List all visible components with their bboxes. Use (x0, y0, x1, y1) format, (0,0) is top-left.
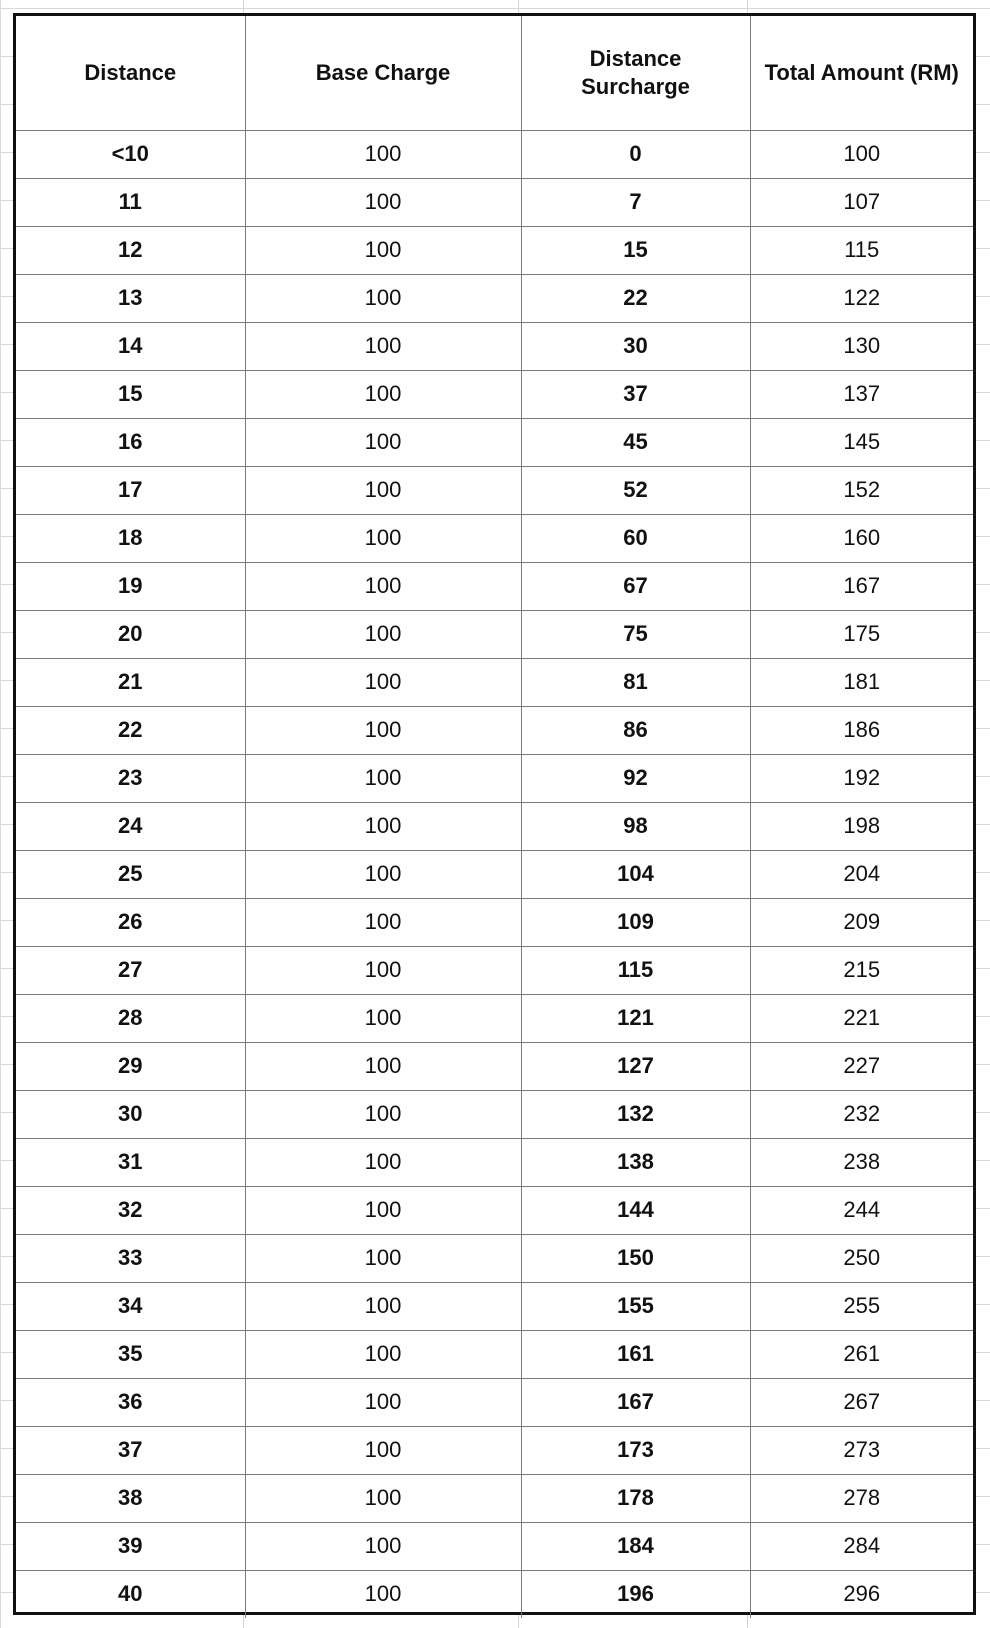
table-row (16, 1042, 973, 1090)
cell-distance-surcharge: 196 (521, 1570, 750, 1618)
cell-total-amount: 215 (750, 946, 973, 994)
cell-distance: 26 (16, 898, 245, 946)
cell-distance-surcharge: 104 (521, 850, 750, 898)
cell-total-amount: 267 (750, 1378, 973, 1426)
cell-base-charge: 100 (245, 322, 521, 370)
cell-total-amount: 232 (750, 1090, 973, 1138)
cell-base-charge: 100 (245, 610, 521, 658)
table-row (16, 1282, 973, 1330)
table-row (16, 226, 973, 274)
cell-distance-surcharge: 132 (521, 1090, 750, 1138)
table-row (16, 1186, 973, 1234)
cell-distance: 29 (16, 1042, 245, 1090)
cell-total-amount: 152 (750, 466, 973, 514)
header-distance-surcharge-line1: Distance (589, 45, 682, 71)
table-row (16, 1522, 973, 1570)
cell-distance: 20 (16, 610, 245, 658)
cell-base-charge: 100 (245, 226, 521, 274)
table-row (16, 514, 973, 562)
pricing-table-container (13, 13, 976, 1615)
cell-total-amount: 167 (750, 562, 973, 610)
header-base-charge: Base Charge (245, 16, 521, 130)
cell-total-amount: 209 (750, 898, 973, 946)
table-row (16, 658, 973, 706)
cell-distance-surcharge: 127 (521, 1042, 750, 1090)
cell-total-amount: 198 (750, 802, 973, 850)
cell-base-charge: 100 (245, 1282, 521, 1330)
table-row (16, 370, 973, 418)
cell-base-charge: 100 (245, 1138, 521, 1186)
table-row (16, 418, 973, 466)
table-row (16, 1330, 973, 1378)
cell-base-charge: 100 (245, 178, 521, 226)
cell-distance-surcharge: 173 (521, 1426, 750, 1474)
cell-total-amount: 284 (750, 1522, 973, 1570)
cell-distance-surcharge: 81 (521, 658, 750, 706)
table-body (16, 130, 973, 1618)
cell-total-amount: 221 (750, 994, 973, 1042)
cell-distance: <10 (16, 130, 245, 178)
cell-distance-surcharge: 109 (521, 898, 750, 946)
cell-base-charge: 100 (245, 1426, 521, 1474)
table-row (16, 994, 973, 1042)
cell-base-charge: 100 (245, 1378, 521, 1426)
cell-total-amount: 175 (750, 610, 973, 658)
cell-base-charge: 100 (245, 370, 521, 418)
cell-distance: 27 (16, 946, 245, 994)
cell-base-charge: 100 (245, 1522, 521, 1570)
table-row (16, 130, 973, 178)
cell-distance-surcharge: 161 (521, 1330, 750, 1378)
cell-base-charge: 100 (245, 514, 521, 562)
header-distance: Distance (16, 16, 245, 130)
table-row (16, 274, 973, 322)
cell-distance-surcharge: 115 (521, 946, 750, 994)
cell-distance-surcharge: 30 (521, 322, 750, 370)
cell-base-charge: 100 (245, 1234, 521, 1282)
cell-distance-surcharge: 155 (521, 1282, 750, 1330)
cell-distance-surcharge: 167 (521, 1378, 750, 1426)
cell-distance: 15 (16, 370, 245, 418)
table-row (16, 898, 973, 946)
cell-distance: 32 (16, 1186, 245, 1234)
table-row (16, 946, 973, 994)
cell-base-charge: 100 (245, 946, 521, 994)
cell-distance-surcharge: 98 (521, 802, 750, 850)
cell-distance: 19 (16, 562, 245, 610)
cell-base-charge: 100 (245, 274, 521, 322)
cell-distance-surcharge: 0 (521, 130, 750, 178)
cell-total-amount: 107 (750, 178, 973, 226)
cell-total-amount: 145 (750, 418, 973, 466)
cell-distance: 22 (16, 706, 245, 754)
cell-base-charge: 100 (245, 658, 521, 706)
cell-distance: 25 (16, 850, 245, 898)
cell-distance: 17 (16, 466, 245, 514)
cell-total-amount: 255 (750, 1282, 973, 1330)
cell-distance-surcharge: 138 (521, 1138, 750, 1186)
cell-distance-surcharge: 144 (521, 1186, 750, 1234)
cell-distance: 23 (16, 754, 245, 802)
distance-pricing-table (16, 16, 973, 1618)
cell-base-charge: 100 (245, 994, 521, 1042)
cell-distance: 37 (16, 1426, 245, 1474)
cell-distance-surcharge: 150 (521, 1234, 750, 1282)
cell-distance-surcharge: 45 (521, 418, 750, 466)
cell-base-charge: 100 (245, 1330, 521, 1378)
cell-base-charge: 100 (245, 1474, 521, 1522)
cell-base-charge: 100 (245, 850, 521, 898)
table-row (16, 754, 973, 802)
table-row (16, 610, 973, 658)
table-row (16, 1426, 973, 1474)
table-row (16, 802, 973, 850)
cell-base-charge: 100 (245, 1570, 521, 1618)
cell-base-charge: 100 (245, 706, 521, 754)
cell-distance: 21 (16, 658, 245, 706)
cell-distance: 34 (16, 1282, 245, 1330)
cell-total-amount: 238 (750, 1138, 973, 1186)
cell-base-charge: 100 (245, 562, 521, 610)
cell-total-amount: 137 (750, 370, 973, 418)
cell-distance-surcharge: 67 (521, 562, 750, 610)
cell-base-charge: 100 (245, 130, 521, 178)
cell-distance: 11 (16, 178, 245, 226)
header-total-amount: Total Amount (RM) (750, 16, 973, 130)
table-row (16, 850, 973, 898)
table-row (16, 322, 973, 370)
cell-distance: 31 (16, 1138, 245, 1186)
cell-base-charge: 100 (245, 466, 521, 514)
cell-base-charge: 100 (245, 1042, 521, 1090)
cell-total-amount: 115 (750, 226, 973, 274)
cell-distance: 28 (16, 994, 245, 1042)
cell-distance-surcharge: 37 (521, 370, 750, 418)
cell-distance-surcharge: 86 (521, 706, 750, 754)
cell-distance-surcharge: 121 (521, 994, 750, 1042)
cell-total-amount: 122 (750, 274, 973, 322)
cell-distance-surcharge: 7 (521, 178, 750, 226)
table-row (16, 706, 973, 754)
cell-base-charge: 100 (245, 754, 521, 802)
cell-distance-surcharge: 184 (521, 1522, 750, 1570)
cell-base-charge: 100 (245, 802, 521, 850)
table-row (16, 178, 973, 226)
cell-distance: 38 (16, 1474, 245, 1522)
table-row (16, 1570, 973, 1618)
cell-total-amount: 261 (750, 1330, 973, 1378)
cell-total-amount: 278 (750, 1474, 973, 1522)
cell-base-charge: 100 (245, 898, 521, 946)
cell-distance: 30 (16, 1090, 245, 1138)
cell-distance: 13 (16, 274, 245, 322)
cell-total-amount: 186 (750, 706, 973, 754)
cell-distance-surcharge: 60 (521, 514, 750, 562)
cell-total-amount: 192 (750, 754, 973, 802)
cell-total-amount: 250 (750, 1234, 973, 1282)
cell-total-amount: 204 (750, 850, 973, 898)
cell-base-charge: 100 (245, 418, 521, 466)
cell-distance: 14 (16, 322, 245, 370)
table-row (16, 1234, 973, 1282)
cell-total-amount: 227 (750, 1042, 973, 1090)
cell-distance-surcharge: 15 (521, 226, 750, 274)
table-row (16, 1138, 973, 1186)
header-distance-surcharge-line2: Surcharge (581, 73, 690, 99)
cell-distance: 18 (16, 514, 245, 562)
cell-base-charge: 100 (245, 1090, 521, 1138)
cell-base-charge: 100 (245, 1186, 521, 1234)
table-row (16, 1474, 973, 1522)
cell-distance: 33 (16, 1234, 245, 1282)
cell-distance-surcharge: 178 (521, 1474, 750, 1522)
table-header-row (16, 16, 973, 130)
table-row (16, 562, 973, 610)
cell-distance: 40 (16, 1570, 245, 1618)
table-row (16, 1378, 973, 1426)
cell-total-amount: 100 (750, 130, 973, 178)
table-row (16, 466, 973, 514)
cell-distance-surcharge: 92 (521, 754, 750, 802)
cell-distance: 35 (16, 1330, 245, 1378)
cell-distance: 12 (16, 226, 245, 274)
cell-distance: 24 (16, 802, 245, 850)
cell-total-amount: 296 (750, 1570, 973, 1618)
cell-distance-surcharge: 22 (521, 274, 750, 322)
cell-distance-surcharge: 75 (521, 610, 750, 658)
header-distance-surcharge (521, 16, 750, 130)
cell-total-amount: 273 (750, 1426, 973, 1474)
cell-distance: 39 (16, 1522, 245, 1570)
cell-distance-surcharge: 52 (521, 466, 750, 514)
cell-total-amount: 181 (750, 658, 973, 706)
cell-total-amount: 160 (750, 514, 973, 562)
cell-total-amount: 130 (750, 322, 973, 370)
table-row (16, 1090, 973, 1138)
cell-distance: 16 (16, 418, 245, 466)
cell-total-amount: 244 (750, 1186, 973, 1234)
cell-distance: 36 (16, 1378, 245, 1426)
